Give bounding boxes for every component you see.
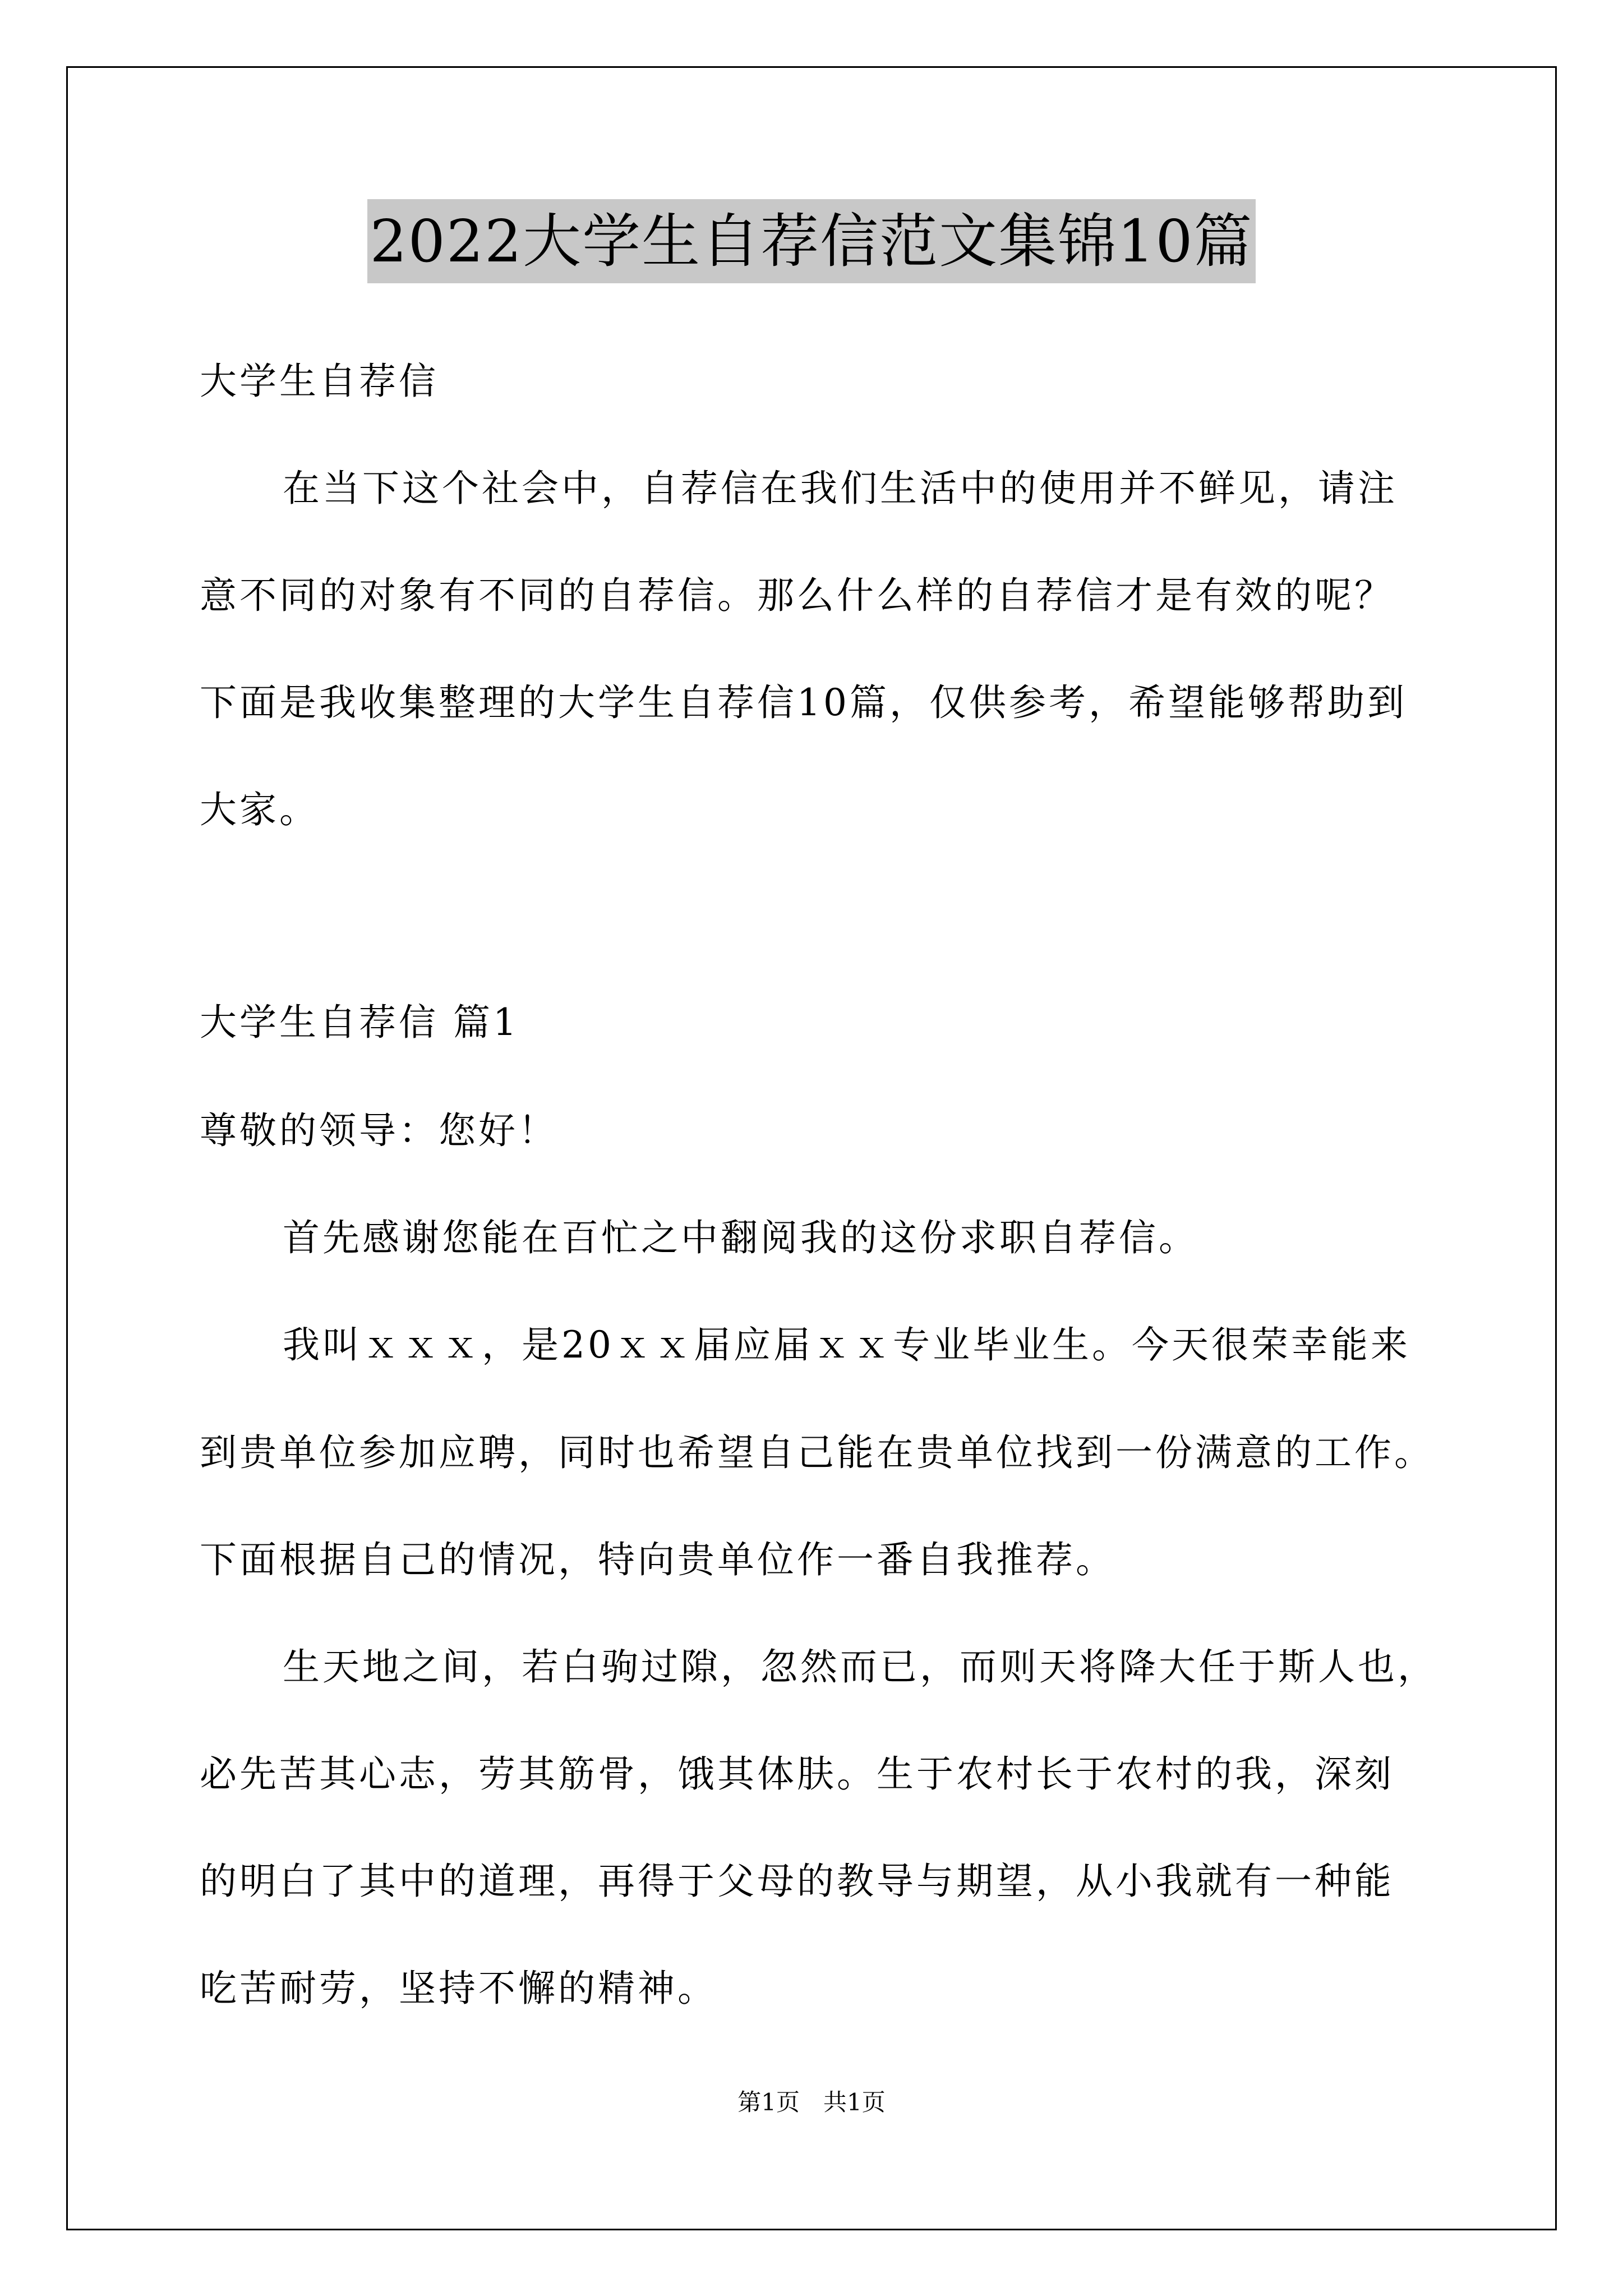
paragraph-line: 下面根据自己的情况，特向贵单位作一番自我推荐。 [200, 1538, 1115, 1581]
intro-line: 在当下这个社会中，自荐信在我们生活中的使用并不鲜见，请注 [283, 467, 1398, 510]
paragraph-line: 吃苦耐劳，坚持不懈的精神。 [200, 1967, 717, 2010]
page-footer: 第1页 共1页 [737, 2088, 886, 2116]
paragraph-line: 我叫ｘｘｘ，是20ｘｘ届应届ｘｘ专业毕业生。今天很荣幸能来 [283, 1323, 1410, 1366]
intro-line: 下面是我收集整理的大学生自荐信10篇，仅供参考，希望能够帮助到 [200, 681, 1407, 724]
section-heading: 大学生自荐信 [200, 360, 439, 403]
paragraph-line: 生天地之间，若白驹过隙，忽然而已，而则天将降大任于斯人也， [283, 1645, 1437, 1688]
title-container [0, 199, 1623, 283]
paragraph-line: 首先感谢您能在百忙之中翻阅我的这份求职自荐信。 [283, 1216, 1198, 1259]
salutation: 尊敬的领导：您好！ [200, 1109, 558, 1152]
paragraph-line: 的明白了其中的道理，再得于父母的教导与期望，从小我就有一种能 [200, 1860, 1394, 1903]
paragraph-line: 必先苦其心志，劳其筋骨，饿其体肤。生于农村长于农村的我，深刻 [200, 1752, 1394, 1796]
letter-heading: 大学生自荐信 篇1 [200, 1001, 519, 1044]
document-title: 2022大学生自荐信范文集锦10篇 [367, 199, 1255, 283]
intro-line: 意不同的对象有不同的自荐信。那么什么样的自荐信才是有效的呢？ [200, 574, 1394, 617]
intro-line: 大家。 [200, 788, 319, 831]
paragraph-line: 到贵单位参加应聘，同时也希望自己能在贵单位找到一份满意的工作。 [200, 1431, 1434, 1474]
